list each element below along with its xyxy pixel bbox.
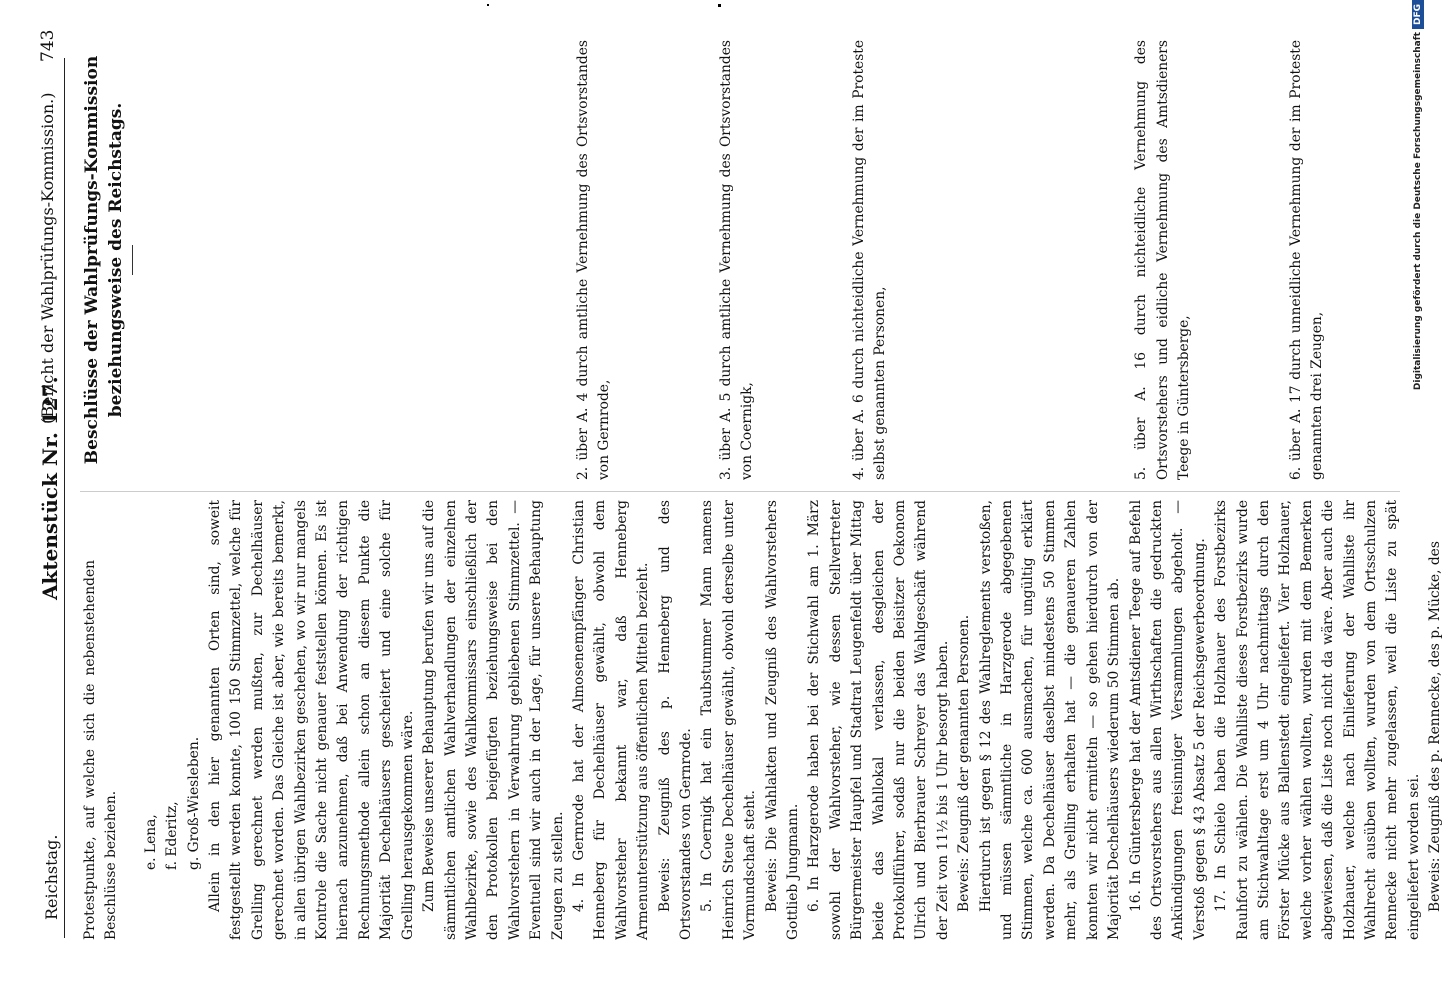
paragraph: f. Ederitz, xyxy=(164,801,181,870)
resolution-item: 2. über A. 4 durch amtliche Vernehmung des Ortsvorstandes von Gernrode, xyxy=(575,40,613,480)
header-subtitle: (Bericht der Wahlprüfungs-Kommission.) xyxy=(38,92,57,424)
page-header xyxy=(8,0,68,1000)
paragraph: 4. In Gernrode hat der Almosenempfänger Christian Henneberg für Dechelhäuser gewählt, obwohl dem Wahlvorsteher bekannt war, daß Henneberg Armenunterstützung aus öffentlichen Mitteln bezieht. xyxy=(570,500,652,940)
paragraph: 17. In Schielo haben die Holzhauer des Forstbezirks Rauhfort zu wählen. Die Wahlliste dieses Forstbezirks wurde am Stichwahltage erst um 4 Uhr nachmittags durch den Förster Mücke aus Ballenstedt eingeliefert. Vier Holzhauer, welche vorher wählen wollten, wurden mit dem Bemerken abgewiesen, daß die Liste noch nicht da wäre. Aber auch die Holzhauer, welche nach Einlieferung der Wahlliste ihr Wahlrecht ausüben wollten, wurden von dem Ortsschulzen Rennecke nicht mehr zugelassen, weil die Liste zu spät eingeliefert worden sei. xyxy=(1213,500,1422,940)
paragraph: Hierdurch ist gegen § 12 des Wahlreglements verstoßen, und müssen sämmtliche in Harzgerode abgegebenen Stimmen, welche ca. 600 ausmachen, für ungültig erklärt werden. Da Dechelhäuser daselbst mindestens 50 Stimmen mehr, als Grelling erhalten hat — die genaueren Zahlen konnten wir nicht ermitteln — so gehen hierdurch von der Majorität Dechelhäusers wiederum 50 Stimmen ab. xyxy=(977,500,1123,940)
resolution-item: 4. über A. 6 durch nichteidliche Vernehmung der im Proteste selbst genannten Personen, xyxy=(850,40,889,480)
paragraph: Beweis: Zeugniß der genannten Personen. xyxy=(956,614,973,912)
header-title: Aktenstück Nr. 127. xyxy=(38,376,62,600)
paragraph: 16. In Güntersberge hat der Amtsdiener Teege auf Befehl des Ortsvorstehers aus allen Wirthschaften die gedruckten Ankündigungen freisinniger Versammlungen abgeholt. — Verstoß gegen § 43 Absatz 5 der Reichsgewerbeordnung. xyxy=(1127,500,1208,940)
dfg-logo: DFG xyxy=(1412,0,1424,29)
header-left: Reichstag. xyxy=(42,834,61,920)
footer-text: Digitalisierung gefördert durch die Deutsche Forschungsgemeinschaft xyxy=(1413,32,1423,391)
right-column-title: Beschlüsse der Wahlprüfungs-Kommission beziehungsweise des Reichstags. xyxy=(82,55,126,465)
paragraph: 6. In Harzgerode haben bei der Stichwahl am 1. März sowohl der Wahlvorsteher, wie dessen Stellvertreter Bürgermeister Haupfel und Stadtrat Leugenfeldt über Mittag beide das Wahllokal verlassen, desgleichen der Protokollführer, sodaß nur die beiden Beisitzer Oekonom Ulrich und Bierbrauer Schreyer das Wahlgeschäft während der Zeit von 11½ bis 1 Uhr besorgt haben. xyxy=(806,500,951,940)
digitization-footer xyxy=(1408,0,1430,1000)
left-column xyxy=(80,500,1447,940)
left-column-intro: Protestpunkte, auf welche sich die nebenstehenden Beschlüsse beziehen. xyxy=(82,560,120,940)
paragraph: 5. In Coernigk hat ein Taubstummer Mann namens Heinrich Steue Dechelhäuser gewählt, obwohl derselbe unter Vormundschaft steht. xyxy=(699,500,759,940)
title-separator xyxy=(132,245,133,275)
resolution-item: 5. über A. 16 durch nichteidliche Vernehmung des Ortsvorstehers und eidliche Vernehmung des Amtsdieners Teege in Güntersberge, xyxy=(1133,40,1193,480)
paragraph: Allein in den hier genannten Orten sind, soweit festgestellt werden konnte, 100 150 Stimmzettel, welche für Grelling gerechnet werden mußten, zur Dechelhäuser gerechnet worden. Das Gleiche ist aber, wie bereits bemerkt, in allen übrigen Wahlbezirken geschehen, wo wir nur mangels Kontrole die Sache nicht genauer feststellen können. Es ist hiernach anzunehmen, daß bei Anwendung der richtigen Rechnungsmethode allein schon an diesem Punkte die Majorität Dechelhäusers gescheitert und eine solche für Grelling herausgekommen wäre. xyxy=(207,500,416,940)
paragraph: Beweis: Zeugniß des p. Henneberg und des Ortsvorstandes von Gernrode. xyxy=(656,500,694,940)
paragraph: g. Groß-Wiesleben. xyxy=(185,736,202,870)
resolution-item: 6. über A. 17 durch unneidliche Vernehmung der im Proteste genannten drei Zeugen, xyxy=(1287,40,1326,480)
scan-speck xyxy=(487,4,489,6)
header-rule xyxy=(64,58,65,938)
scan-speck xyxy=(718,4,721,7)
paragraph: Beweis: Die Wahlakten und Zeugniß des Wahlvorstehers Gottlieb Jungmann. xyxy=(763,500,801,940)
paragraph: Zum Beweise unserer Behauptung berufen wir uns auf die sämmtlichen amtlichen Wahlverhandlungen der einzelnen Wahlbezirke, sowie des Wahlkommissars einschließlich der den Protokollen beigefügten beziehungsweise bei den Wahlvorstehern in Verwahrung gebliebenen Stimmzettel. — Eventuell sind wir auch in der Lage, für unsere Behauptung Zeugen zu stellen. xyxy=(421,500,566,940)
page-number: 743 xyxy=(38,29,58,62)
right-column xyxy=(80,40,1328,480)
paragraph: e. Lena, xyxy=(142,814,159,870)
resolution-item: 3. über A. 5 durch amtliche Vernehmung des Ortsvorstandes von Coernigk, xyxy=(717,40,756,480)
column-divider xyxy=(80,491,1400,492)
paragraph: Beweis: Zeugniß des p. Rennecke, des p. Mücke, des xyxy=(1427,541,1444,912)
